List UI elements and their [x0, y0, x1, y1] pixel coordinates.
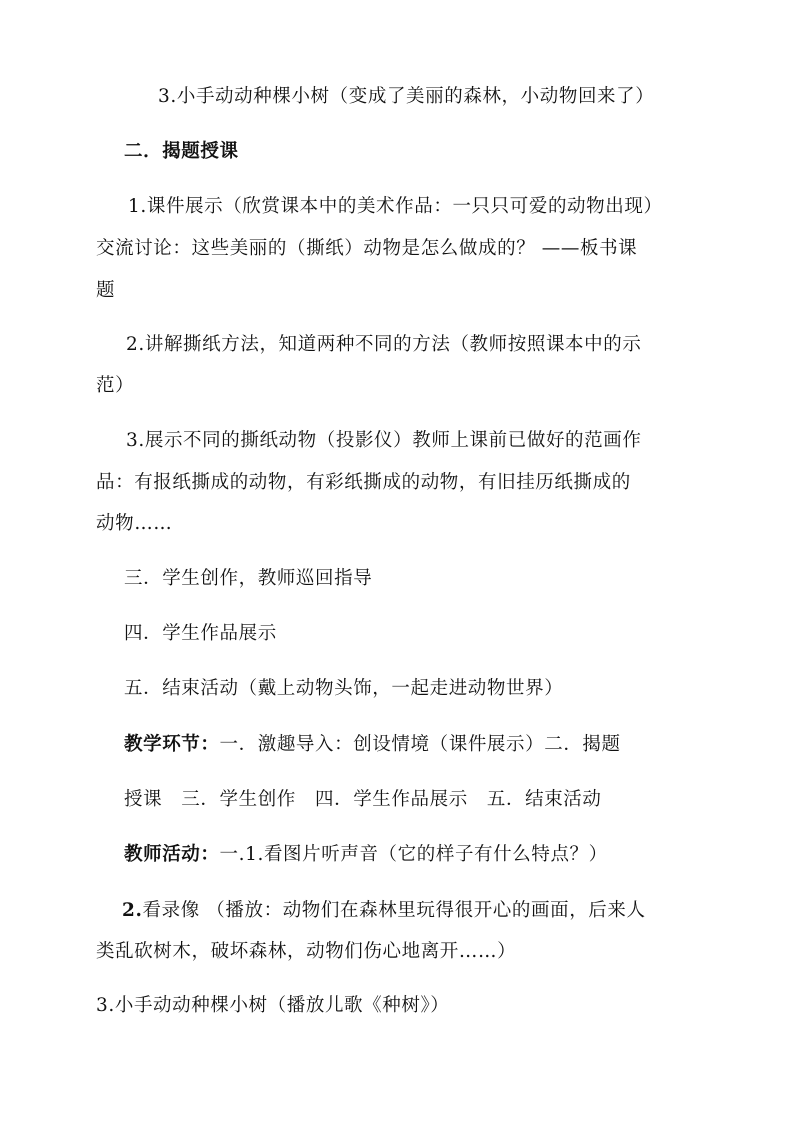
- item-number: 2.: [122, 900, 143, 921]
- paragraph-line: 2.讲解撕纸方法，知道两种不同的方法（教师按照课本中的示: [126, 334, 642, 355]
- teacher-activity-line: [124, 846, 608, 865]
- teacher-activity-label: 教师活动：: [124, 844, 220, 865]
- teaching-steps-label: 教学环节：: [124, 734, 220, 755]
- teacher-activity-line: [122, 902, 646, 921]
- paragraph-line: 动物……: [96, 513, 173, 534]
- item-text: 看录像 （播放：动物们在森林里玩得很开心的画面，后来人: [142, 900, 646, 921]
- paragraph-line: 范）: [96, 375, 135, 396]
- paragraph-line: 3.小手动动种棵小树（变成了美丽的森林，小动物回来了）: [158, 86, 655, 107]
- section-heading: 四．学生作品展示: [124, 623, 277, 644]
- section-heading: 五．结束活动（戴上动物头饰，一起走进动物世界）: [124, 678, 564, 699]
- teaching-steps-text: 一．激趣导入：创设情境（课件展示）二．揭题: [219, 734, 621, 755]
- teacher-activity-line: 3.小手动动种棵小树（播放儿歌《种树》）: [96, 995, 450, 1016]
- teacher-activity-number: 一.1.: [219, 844, 264, 865]
- paragraph-line: 品：有报纸撕成的动物，有彩纸撕成的动物，有旧挂历纸撕成的: [96, 472, 631, 493]
- section-heading: 三．学生创作，教师巡回指导: [124, 568, 373, 589]
- teacher-activity-text: 看图片听声音（它的样子有什么特点？）: [263, 844, 608, 865]
- paragraph-line: 3.展示不同的撕纸动物（投影仪）教师上课前已做好的范画作: [126, 430, 642, 451]
- paragraph-line: 1.课件展示（欣赏课本中的美术作品：一只只可爱的动物出现）: [128, 196, 663, 217]
- section-heading: 二．揭题授课: [124, 141, 239, 162]
- paragraph-line: 交流讨论：这些美丽的（撕纸）动物是怎么做成的？ ——板书课: [96, 238, 638, 259]
- paragraph-line: 题: [96, 280, 116, 301]
- teaching-steps-line: [124, 736, 621, 755]
- teacher-activity-line: 类乱砍树木，破坏森林，动物们伤心地离开……）: [96, 941, 517, 962]
- teaching-steps-line: 授课 三．学生创作 四．学生作品展示 五．结束活动: [124, 789, 602, 810]
